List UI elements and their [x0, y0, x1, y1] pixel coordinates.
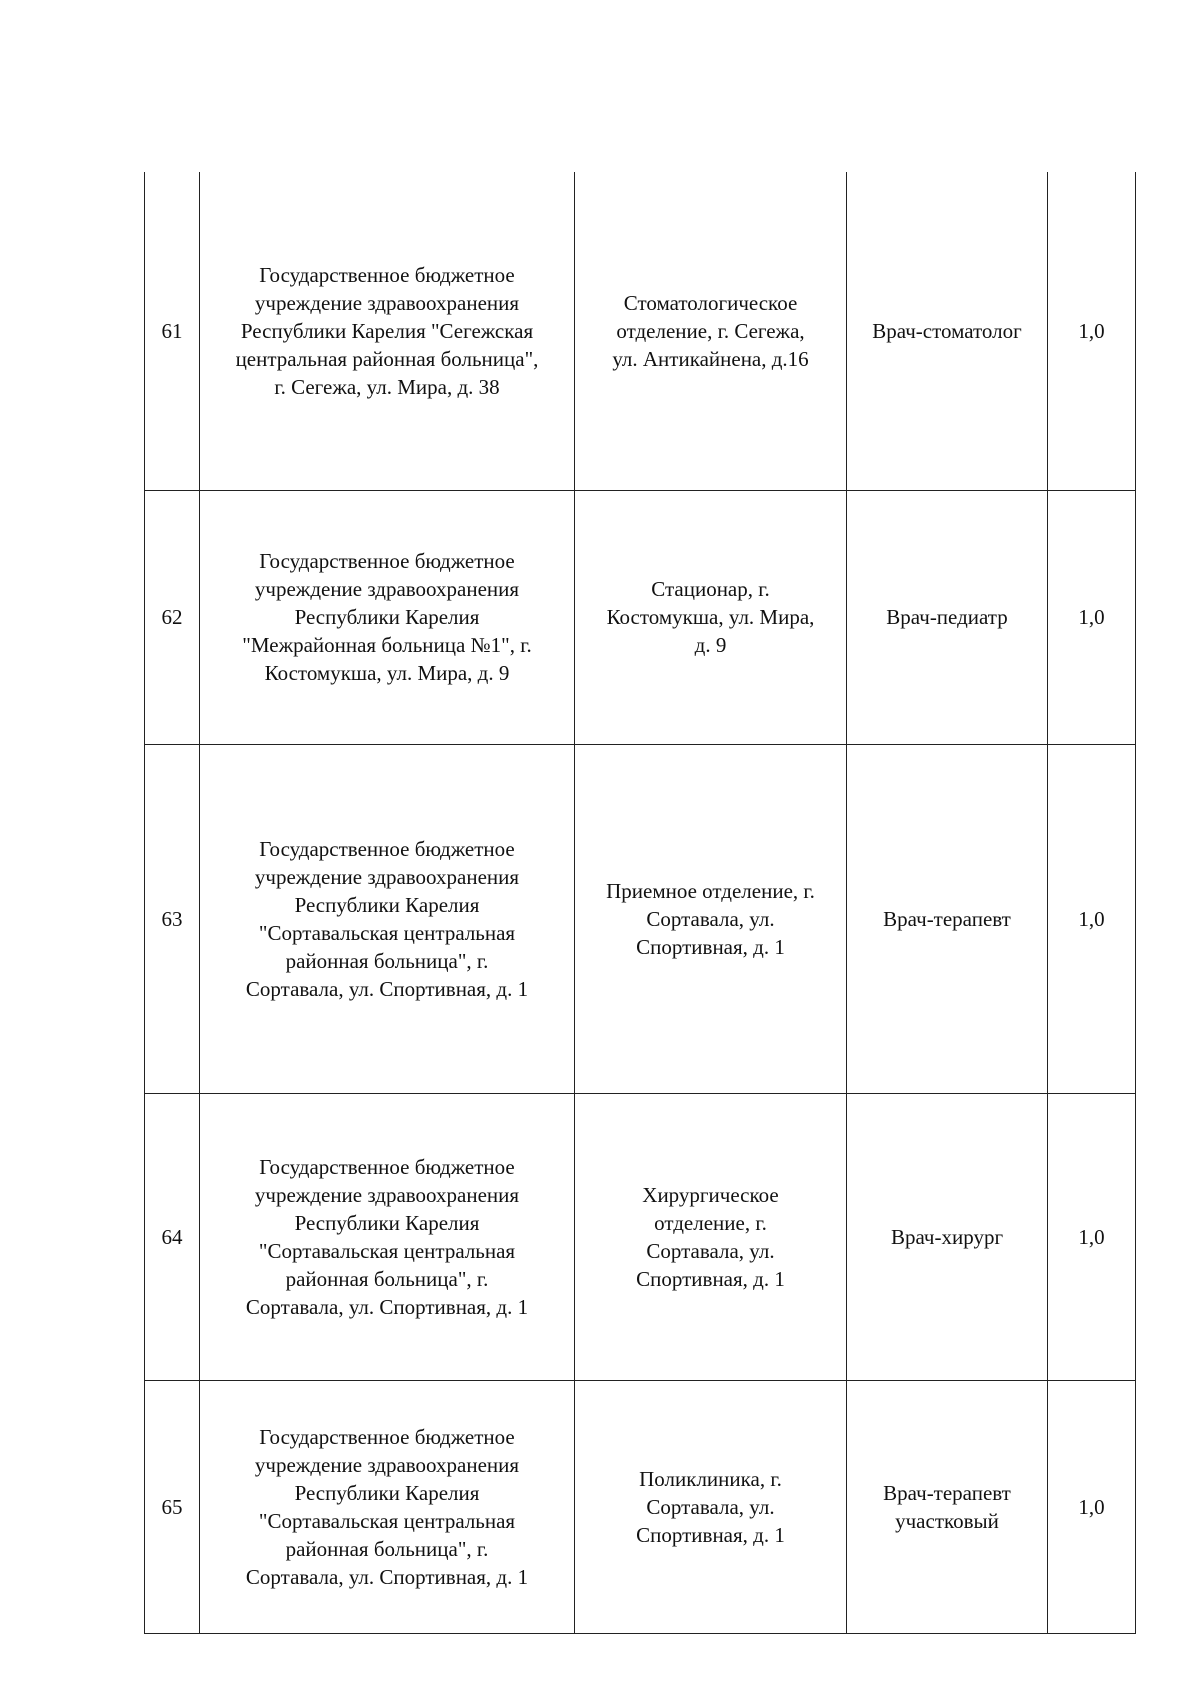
- position-cell: [847, 1380, 1048, 1633]
- row-number: 64: [161, 1224, 183, 1249]
- rate-value: 1,0: [1078, 906, 1105, 931]
- rate-cell: [1048, 1093, 1136, 1380]
- organization-name: Государственное бюджетное учреждение здравоохранения Республики Карелия "Сортавальская центральная районная больница", г. Сортавала, ул. Спортивная, д. 1: [245, 836, 529, 1001]
- row-number-cell: [145, 490, 200, 744]
- unit-address: Поликлиника, г. Сортавала, ул. Спортивная, д. 1: [636, 1466, 785, 1547]
- position-cell: [847, 490, 1048, 744]
- table-row: [145, 1093, 1136, 1380]
- table-row: [145, 744, 1136, 1093]
- unit-address: Приемное отделение, г. Сортавала, ул. Спортивная, д. 1: [606, 878, 815, 959]
- position-title: Врач-терапевт участковый: [883, 1480, 1011, 1533]
- organization-cell: [200, 172, 575, 490]
- row-number-cell: [145, 172, 200, 490]
- organization-cell: [200, 1093, 575, 1380]
- organization-cell: [200, 744, 575, 1093]
- position-title: Врач-терапевт: [883, 906, 1011, 931]
- rate-cell: [1048, 490, 1136, 744]
- row-number: 63: [161, 906, 183, 931]
- rate-cell: [1048, 172, 1136, 490]
- rate-cell: [1048, 744, 1136, 1093]
- unit-address: Хирургическое отделение, г. Сортавала, ул. Спортивная, д. 1: [636, 1182, 785, 1291]
- rate-value: 1,0: [1078, 318, 1105, 343]
- position-cell: [847, 172, 1048, 490]
- row-number: 61: [161, 318, 183, 343]
- unit-address: Стационар, г. Костомукша, ул. Мира, д. 9: [606, 577, 815, 657]
- position-cell: [847, 744, 1048, 1093]
- rate-value: 1,0: [1078, 1494, 1105, 1519]
- organization-name: Государственное бюджетное учреждение здравоохранения Республики Карелия "Сортавальская центральная районная больница", г. Сортавала, ул. Спортивная, д. 1: [245, 1424, 529, 1589]
- rate-value: 1,0: [1078, 1224, 1105, 1249]
- row-number-cell: [145, 1093, 200, 1380]
- row-number-cell: [145, 1380, 200, 1633]
- rate-value: 1,0: [1078, 605, 1105, 629]
- position-title: Врач-педиатр: [886, 605, 1008, 629]
- row-number-cell: [145, 744, 200, 1093]
- row-number: 62: [161, 605, 183, 629]
- position-title: Врач-стоматолог: [872, 318, 1022, 343]
- organization-name: Государственное бюджетное учреждение здравоохранения Республики Карелия "Сортавальская центральная районная больница", г. Сортавала, ул. Спортивная, д. 1: [245, 1154, 529, 1319]
- organization-cell: [200, 490, 575, 744]
- unit-cell: [575, 744, 847, 1093]
- position-cell: [847, 1093, 1048, 1380]
- table-row: [145, 172, 1136, 490]
- unit-cell: [575, 1380, 847, 1633]
- organization-cell: [200, 1380, 575, 1633]
- rate-cell: [1048, 1380, 1136, 1633]
- unit-cell: [575, 490, 847, 744]
- unit-address: Стоматологическое отделение, г. Сегежа, ул. Антикайнена, д.16: [612, 290, 809, 371]
- position-title: Врач-хирург: [890, 1224, 1004, 1249]
- unit-cell: [575, 1093, 847, 1380]
- table-row: [145, 1380, 1136, 1633]
- vacancy-table: [144, 172, 1136, 1634]
- row-number: 65: [161, 1494, 183, 1519]
- organization-name: Государственное бюджетное учреждение здравоохранения Республики Карелия "Межрайонная больница №1", г. Костомукша, ул. Мира, д. 9: [242, 549, 532, 685]
- table-row: [145, 490, 1136, 744]
- unit-cell: [575, 172, 847, 490]
- organization-name: Государственное бюджетное учреждение здравоохранения Республики Карелия "Сегежская центральная районная больница", г. Сегежа, ул. Мира, д. 38: [235, 262, 539, 399]
